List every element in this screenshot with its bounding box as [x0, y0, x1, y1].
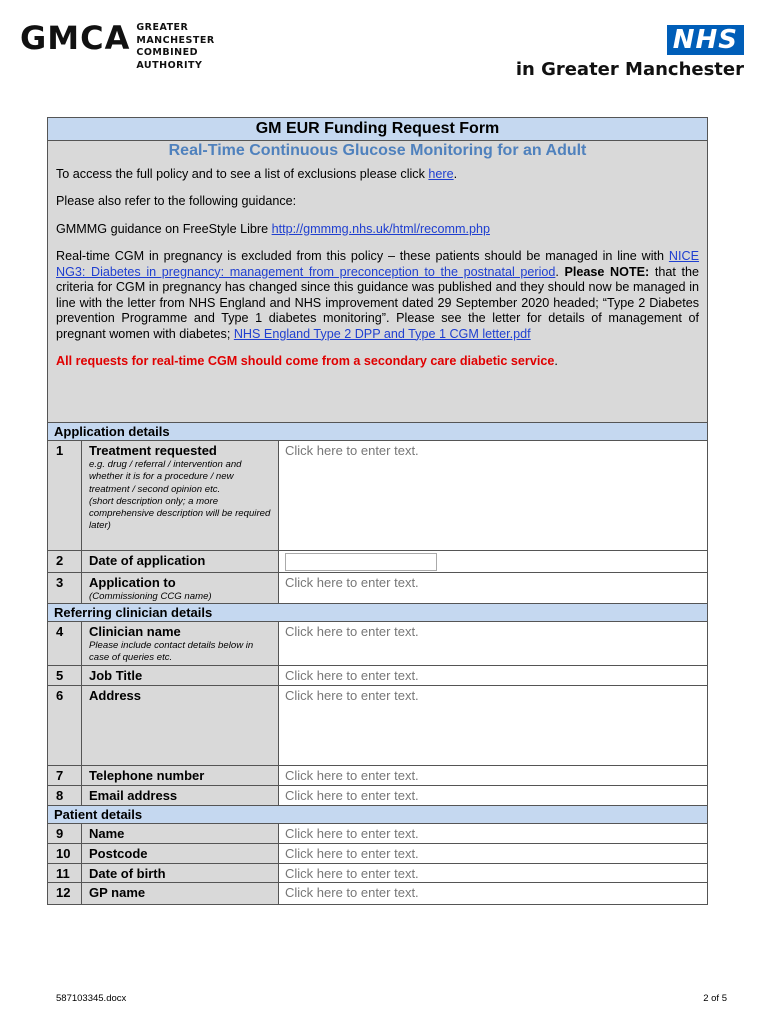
row-patient-name: 9 Name Click here to enter text.: [48, 824, 707, 844]
policy-link[interactable]: here: [428, 166, 454, 181]
clinician-name-field[interactable]: Click here to enter text.: [285, 624, 419, 639]
patient-name-field[interactable]: Click here to enter text.: [285, 826, 419, 841]
nhs-region: in Greater Manchester: [515, 59, 744, 80]
row-gp-name: 12 GP name Click here to enter text.: [48, 883, 707, 904]
row-treatment-requested: 1 Treatment requested e.g. drug / referral / intervention and whether it is for a procedure / new treatment / second opinion etc. (short description only; a more comprehensive description will be required later) Click here to enter text.: [48, 441, 707, 551]
gp-name-field[interactable]: Click here to enter text.: [285, 885, 419, 900]
date-of-application-field[interactable]: [285, 553, 437, 571]
gmca-logo: [20, 19, 215, 72]
section-referring-clinician: Referring clinician details: [48, 604, 707, 622]
gmmmg-link[interactable]: http://gmmmg.nhs.uk/html/recomm.php: [271, 221, 490, 236]
intro-guidance-paragraph: Please also refer to the following guidance:: [56, 194, 297, 208]
footer-page-number: 2 of 5: [703, 993, 727, 1004]
nhs-england-letter-link[interactable]: NHS England Type 2 DPP and Type 1 CGM letter.pdf: [233, 326, 531, 341]
row-date-of-birth: 11 Date of birth Click here to enter text.: [48, 864, 707, 883]
intro-pregnancy-paragraph: Real-time CGM in pregnancy is excluded from this policy – these patients should be managed in line with NICE NG3: Diabetes in pregnancy: management from preconception to the postnatal period. Please NOTE: that the criteria for CGM in pregnancy has changed since this guidance was published and they should now be managed in line with the letter from NHS England and NHS improvement dated 29 September 2020 headed; “Type 2 Diabetes prevention Programme and Type 1 diabetes monitoring”. Please see the letter for details of management of pregnant women with diabetes; NHS England Type 2 DPP and Type 1 CGM letter.pdf: [56, 249, 699, 341]
funding-request-form: [47, 117, 708, 905]
postcode-field[interactable]: Click here to enter text.: [285, 846, 419, 861]
treatment-requested-field[interactable]: Click here to enter text.: [285, 443, 419, 458]
section-application-details: Application details: [48, 423, 707, 441]
email-address-field[interactable]: Click here to enter text.: [285, 788, 419, 803]
row-postcode: 10 Postcode Click here to enter text.: [48, 844, 707, 864]
section-patient-details: Patient details: [48, 806, 707, 824]
form-title: GM EUR Funding Request Form: [48, 118, 707, 141]
job-title-field[interactable]: Click here to enter text.: [285, 668, 419, 683]
row-address: 6 Address Click here to enter text.: [48, 686, 707, 766]
intro-gmmmg-paragraph: GMMMG guidance on FreeStyle Libre http://gmmmg.nhs.uk/html/recomm.php: [56, 221, 490, 236]
intro-section: [48, 141, 707, 423]
nhs-logo: [516, 25, 744, 80]
row-date-of-application: 2 Date of application: [48, 551, 707, 573]
row-job-title: 5 Job Title Click here to enter text.: [48, 666, 707, 686]
application-to-field[interactable]: Click here to enter text.: [285, 575, 419, 590]
nice-ng3-link[interactable]: NICE NG3: Diabetes in pregnancy: management from preconception to the postnatal period: [56, 249, 699, 279]
row-telephone-number: 7 Telephone number Click here to enter text.: [48, 766, 707, 786]
row-email-address: 8 Email address Click here to enter text.: [48, 786, 707, 806]
row-application-to: 3 Application to (Commissioning CCG name) Click here to enter text.: [48, 573, 707, 604]
gmca-wordmark: GMCA: [20, 19, 131, 57]
gmca-subtitle: GREATER MANCHESTER COMBINED AUTHORITY: [136, 22, 215, 71]
intro-policy-paragraph: To access the full policy and to see a list of exclusions please click here.: [56, 166, 458, 181]
footer-filename: 587103345.docx: [56, 993, 127, 1004]
row-clinician-name: 4 Clinician name Please include contact details below in case of queries etc. Click here to enter text.: [48, 622, 707, 666]
form-subtitle: Real-Time Continuous Glucose Monitoring for an Adult: [168, 142, 587, 159]
address-field[interactable]: Click here to enter text.: [285, 688, 419, 703]
intro-secondary-care-paragraph: All requests for real-time CGM should come from a secondary care diabetic service.: [56, 354, 558, 368]
telephone-number-field[interactable]: Click here to enter text.: [285, 768, 419, 783]
date-of-birth-field[interactable]: Click here to enter text.: [285, 866, 419, 881]
nhs-badge: NHS: [667, 25, 744, 55]
